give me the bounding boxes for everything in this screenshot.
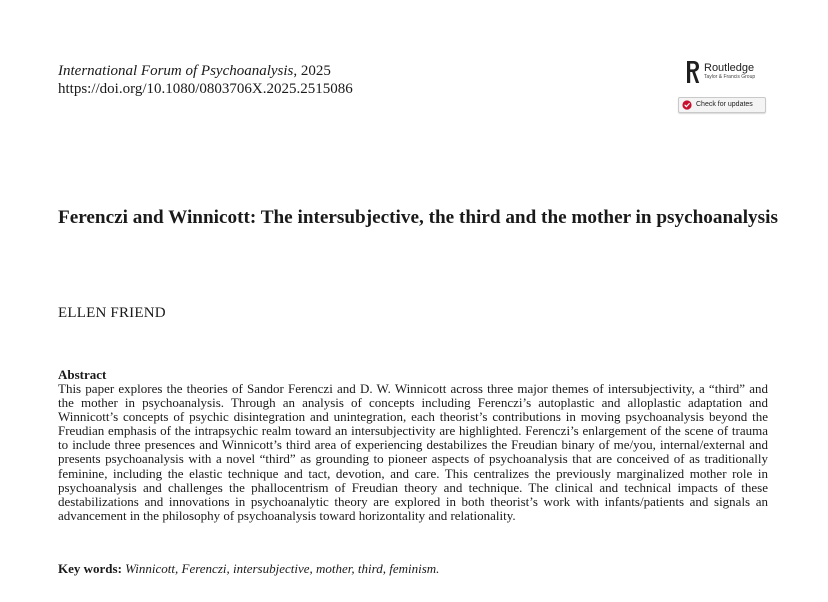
publisher-logo [686,60,770,86]
publisher-subtitle: Taylor & Francis Group [704,74,756,80]
doi-link[interactable]: https://doi.org/10.1080/0803706X.2025.2515086 [58,81,353,97]
journal-name-line [58,62,353,80]
routledge-r-logo-icon [686,60,700,84]
publisher-name: Routledge [704,62,755,74]
keywords-line [58,561,439,576]
author-name: ELLEN FRIEND [58,305,166,321]
journal-citation [58,62,353,98]
keywords-values: Winnicott, Ferenczi, intersubjective, mother, third, feminism. [125,561,440,576]
article-title: Ferenczi and Winnicott: The intersubjective, the third and the mother in psychoanalysis [58,207,778,228]
check-for-updates-button[interactable] [678,97,766,113]
check-for-updates-label: Check for updates [696,101,753,108]
journal-year: , 2025 [293,63,331,79]
journal-name: International Forum of Psychoanalysis [58,63,294,79]
keywords-label: Key words: [58,561,122,576]
abstract-section [58,368,768,523]
abstract-text: This paper explores the theories of Sandor Ferenczi and D. W. Winnicott across three major themes of intersubjectivity, a “third” and the mother in psychoanalysis. Through an analysis of concepts including Ferenczi’s autoplastic and alloplastic adaptation and Winnicott’s concepts of psychic disintegration and unintegration, each theorist’s contributions in moving psychoanalysis beyond the Freudian emphasis of the intrapsychic realm toward an intersubjectivity are highlighted. Ferenczi’s enlargement of the scene of trauma to include three presences and Winnicott’s third area of experiencing destabilizes the Freudian binary of me/you, internal/external and presents psychoanalysis with a novel “third” as grounding to pioneer aspects of psychoanalysis that are conceived of as traditionally feminine, including the elastic technique and tact, devotion, and care. This centralizes the previously marginalized mother role in psychoanalysis and challenges the phallocentrism of Freudian theory and technique. The clinical and technical impacts of these destabilizations and innovations in psychoanalytic theory are explored in both theorist’s work with infants/patients and signals an advancement in the philosophy of psychoanalysis toward horizontality and relationality. [58,381,768,523]
abstract-heading: Abstract [58,367,107,382]
check-for-updates-icon [682,100,692,110]
